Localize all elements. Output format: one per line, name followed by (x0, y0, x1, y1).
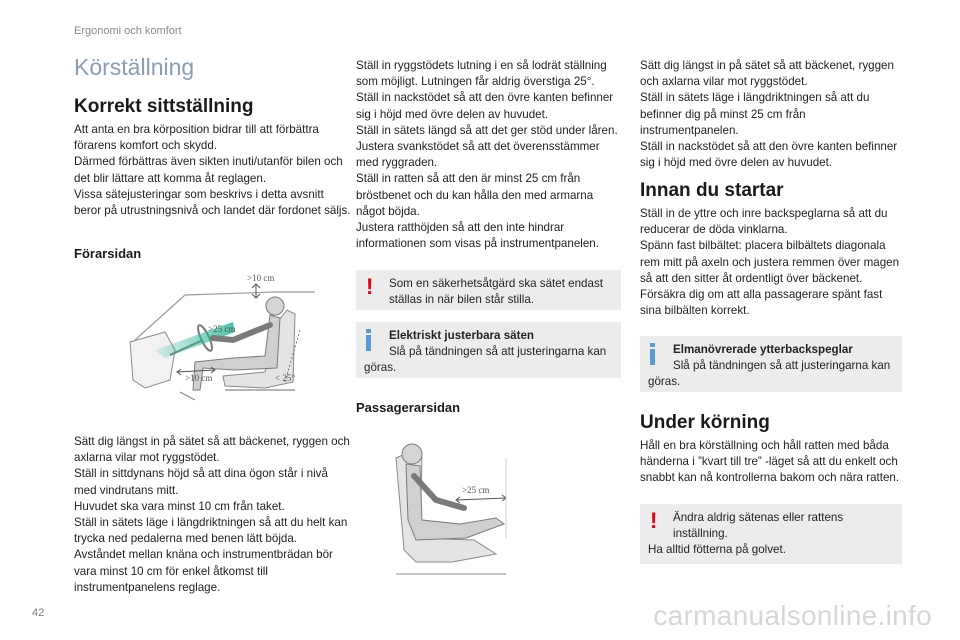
label-head-clearance: >10 cm (247, 273, 275, 283)
warning-exclamation-icon-driving: ! (650, 508, 658, 533)
info-box-electric-seats (356, 322, 621, 378)
seat-adjustment-instructions: Ställ in ryggstödets lutning i en så lodrät ställning som möjligt. Lutningen får aldrig överstiga 25°. Ställ in nackstödet så att den övre kanten befinner sig i höjd med övre delen av huvudet. Ställ in sätets längd så att det ger stöd under låren. Justera svankstödet så att det överensstämmer med ryggraden. Ställ in ratten så att den är minst 25 cm från bröstbenet och du kan hålla den med armarna något böjda. Justera ratthöjden så att den inte hindrar informationen som visas på instrumentpanelen. (356, 59, 618, 251)
info-text-mirrors: Slå på tändningen så att justeringarna kan göras. (648, 359, 891, 388)
running-header: Ergonomi och komfort (74, 25, 182, 37)
warning-line-1: Ändra aldrig sätenas eller rattens inställning. (673, 511, 844, 540)
label-passenger-distance: >25 cm (462, 485, 490, 495)
info-title-mirrors: Elmanövrerade ytterbackspeglar (673, 343, 853, 356)
subheading-passagerarsidan: Passagerarsidan (356, 400, 461, 415)
warning-exclamation-icon: ! (366, 274, 374, 299)
page-number: 42 (32, 607, 45, 619)
intro-paragraph: Att anta en bra körposition bidrar till att förbättra förarens komfort och skydd. Därmed förbättras även sikten inuti/utanför bilen och det blir lättare att komma åt reglagen. Vissa sätejusteringar som beskrivs i detta avsnitt beror på utrustningsnivå och landet där fordonet säljs. (74, 123, 351, 218)
warning-text: Som en säkerhetsåtgärd ska sätet endast ställas in när bilen står stilla. (389, 277, 603, 306)
passenger-seating-figure (356, 428, 621, 580)
watermark: carmanualsonline.info (653, 600, 932, 631)
warning-box-seat-stationary (356, 270, 621, 310)
info-text: Slå på tändningen så att justeringarna kan göras. (364, 345, 607, 374)
driver-seating-figure (125, 270, 325, 420)
label-chest-distance: >25 cm (208, 324, 236, 334)
label-knee-distance: >10 cm (185, 373, 213, 383)
passenger-seat-instructions: Sätt dig längst in på sätet så att bäckenet, ryggen och axlarna vilar mot ryggstödet. Ställ in sätets läge i längdriktningen så att du befinner dig på minst 25 cm från instrumentpanelen. Ställ in nackstödet så att den övre kanten befinner sig i höjd med övre delen av huvudet. (640, 59, 898, 170)
info-title: Elektriskt justerbara säten (389, 329, 534, 342)
info-icon (366, 329, 371, 351)
warning-line-2: Ha alltid fötterna på golvet. (648, 543, 786, 556)
label-backrest-angle: < 25° (275, 373, 295, 383)
heading-korrekt-sittstallning: Korrekt sittställning (74, 96, 254, 117)
heading-under-korning: Under körning (640, 412, 770, 433)
driving-instructions: Håll en bra körställning och håll ratten med båda händerna i ”kvart till tre” -läget så att du enkelt och snabbt kan nå kontrollerna bakom och nära ratten. (640, 439, 900, 485)
page-title: Körställning (74, 54, 195, 80)
info-box-mirrors (640, 336, 902, 392)
heading-innan-du-startar: Innan du startar (640, 180, 784, 201)
subheading-forarsidan: Förarsidan (74, 246, 142, 261)
info-icon-mirrors (650, 343, 655, 365)
warning-box-driving (640, 504, 902, 564)
before-start-instructions: Ställ in de yttre och inre backspeglarna så att du reducerar de döda vinklarna. Spänn fast bilbältet: placera bilbältets diagonala rem mitt på axeln och justera remmen över magen så att den sitter åt ordentligt över bäckenet. Försäkra dig om att alla passagerare spänt fast sina bilbälten korrekt. (640, 207, 900, 318)
driver-seat-instructions: Sätt dig längst in på sätet så att bäckenet, ryggen och axlarna vilar mot ryggstödet. Ställ in sittdynans höjd så att dina ögon står i nivå med vindrutans mitt. Huvudet ska vara minst 10 cm från taket. Ställ in sätets läge i längdriktningen så att du helt kan trycka ned pedalerna med benen lätt böjda. Avståndet mellan knäna och instrumentbrädan bör vara minst 10 cm för enkel åtkomst till instrumentpanelens reglage. (74, 435, 350, 594)
